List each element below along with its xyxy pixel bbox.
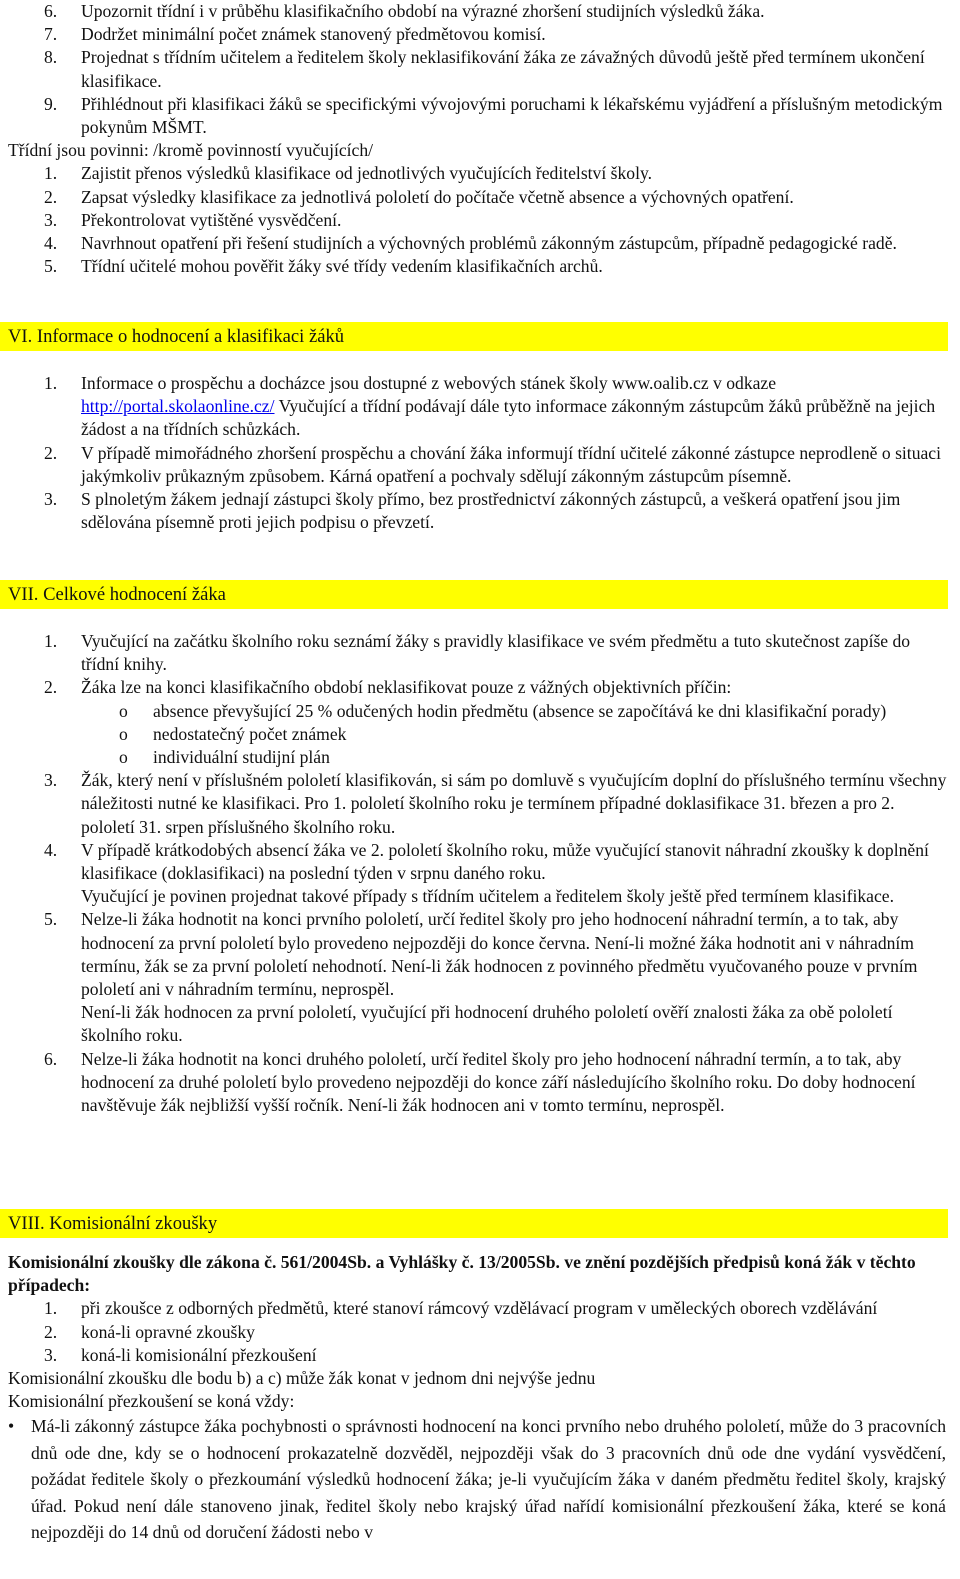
list-item: 2. koná-li opravné zkoušky [44,1321,255,1342]
list-item: 1. Informace o prospěchu a docházce jsou dostupné z webových stánek školy www.oalib.cz v odkaze http://portal.skolaonline.cz/ Vyučující a třídní podávají dále tyto informace zákonným zástupcům žáků průběžně na jejich žádost a na třídních schůzkách. [44,373,936,440]
note-line: Komisionální přezkoušení se koná vždy: [8,1391,295,1412]
list-item: 3. koná-li komisionální přezkoušení [44,1344,317,1365]
section-heading-viii: VIII. Komisionální zkoušky [0,1209,948,1238]
list-item: 2. Zapsat výsledky klasifikace za jednotlivá pololetí do počítače včetně absence a výchovných opatření. [44,186,794,207]
list-item: 9. Přihlédnout při klasifikaci žáků se specifickými vývojovými poruchami k lékařskému vyjádření a příslušným metodickým pokynům MŠMT. [44,93,943,138]
list-item: 6. Nelze-li žáka hodnotit na konci druhého pololetí, určí ředitel školy pro jeho hodnocení náhradní termín, a to tak, aby hodnocení za druhé pololetí bylo provedeno nejpozději do konce září následujícího školního roku. Do doby hodnocení navštěvuje žák nejbližší vyšší ročník. Není-li žák hodnocen ani v tomto termínu, neprospěl. [44,1048,916,1116]
list-item: 2. V případě mimořádného zhoršení prospěchu a chování žáka informují třídní učitelé zákonné zástupce neprodleně o situaci jakýmkoliv průkazným způsobem. Kárná opatření a pochvaly sdělují zákonným zástupcům písemně. [44,442,941,486]
list-item: 7. Dodržet minimální počet známek stanovený předmětovou komisí. [44,24,546,45]
list-item: 1. Vyučující na začátku školního roku seznámí žáky s pravidly klasifikace ve svém předmětu a tuto skutečnost zapíše do třídní knihy. [44,631,911,675]
section-vii-list [0,630,960,1117]
list-item: 5. Třídní učitelé mohou pověřit žáky své třídy vedením klasifikačních archů. [44,256,603,277]
bullet-icon: • [8,1416,15,1437]
sub-list-item: o absence převyšující 25 % odučených hodin předmětu (absence se započítává ke dni klasifikační porady) [119,700,887,721]
portal-link[interactable]: http://portal.skolaonline.cz/ [81,396,275,417]
list-item: 3. S plnoletým žákem jednají zástupci školy přímo, bez prostřednictví zákonných zástupců, a veškerá opatření jsou jim sdělována písemně proti jejich podpisu o převzetí. [44,489,901,533]
list-item: 4. Navrhnout opatření při řešení studijních a výchovných problémů zákonným zástupcům, případně pedagogické radě. [44,233,897,254]
list-item: 8. Projednat s třídním učitelem a ředitelem školy neklasifikování žáka ze závažných důvodů ještě před termínem ukončení klasifikace. [44,47,925,91]
list-item: 3. Překontrolovat vytištěné vysvědčení. [44,209,342,230]
section-heading-vii: VII. Celkové hodnocení žáka [0,580,948,609]
list-item: 1. při zkoušce z odborných předmětů, které stanoví rámcový vzdělávací program v uměleckých oborech vzdělávání [44,1298,878,1319]
list-item: 6. Upozornit třídní i v průběhu klasifikačního období na výrazné zhoršení studijních výsledků žáka. [44,1,765,21]
bullet-item: • Má-li zákonný zástupce žáka pochybnosti o správnosti hodnocení na konci prvního nebo druhého pololetí, může do 3 pracovních dnů ode dne, kdy se o hodnocení prokazatelně dozvěděl, nejpozději však do 3 pracovních dnů ode dne vydání vysvědčení, požádat ředitele školy o přezkoumání výsledků hodnocení žáka; je-li vyučujícím žáka v daném předmětu ředitel školy, krajský úřad. Pokud není dále stanoveno jinak, ředitel školy nebo krajský úřad nařídí komisionální přezkoušení žáka, které se koná nejpozději do 14 dnů od doručení žádosti nebo v [0,1413,960,1546]
note-line: Komisionální zkoušku dle bodu b) a c) může žák konat v jednom dni nejvýše jednu [8,1368,596,1389]
tridni-heading: Třídní jsou povinni: /kromě povinností vyučujících/ [8,140,374,161]
section-viii-content [0,1251,960,1546]
list-item: 4. V případě krátkodobých absencí žáka ve 2. pololetí školního roku, může vyučující stanovit náhradní zkoušky k doplnění klasifikace (doklasifikaci) na poslední týden v srpnu daného roku. Vyučující je povinen projednat takové případy s třídním učitelem a ředitelem školy ještě před termínem klasifikace. [44,839,929,907]
sub-list-item: o nedostatečný počet známek [119,723,347,744]
section-viii-intro: Komisionální zkoušky dle zákona č. 561/2004Sb. a Vyhlášky č. 13/2005Sb. ve znění pozdějších předpisů koná žák v těchto případech: [8,1252,916,1296]
sub-list-item: o individuální studijní plán [119,747,330,768]
list-item: 1. Zajistit přenos výsledků klasifikace od jednotlivých vyučujících ředitelství školy. [44,163,653,184]
intro-list [0,0,960,278]
section-heading-vi: VI. Informace o hodnocení a klasifikaci žáků [0,322,948,351]
list-item: 2. Žáka lze na konci klasifikačního období neklasifikovat pouze z vážných objektivních příčin: [44,677,732,698]
list-item: 5. Nelze-li žáka hodnotit na konci prvního pololetí, určí ředitel školy pro jeho hodnocení náhradní termín, a to tak, aby hodnocení za první pololetí bylo provedeno nejpozději do konce června. Není-li možné žáka hodnotit ani v náhradním termínu, žák se za první pololetí nehodnotí. Není-li žák hodnocen z povinného předmětu vyučovaného pouze v prvním pololetí ani v náhradním termínu, neprospěl. Není-li žák hodnocen za první pololetí, vyučující při hodnocení druhého pololetí ověří znalosti žáka za obě pololetí školního roku. [44,909,918,1046]
list-item: 3. Žák, který není v příslušném pololetí klasifikován, si sám po domluvě s vyučujícím doplní do příslušného termínu všechny náležitosti nutné ke klasifikaci. Pro 1. pololetí školního roku je termínem případné doklasifikace 31. březen a pro 2. pololetí 31. srpen příslušného školního roku. [44,770,947,837]
section-vi-list [0,372,960,534]
